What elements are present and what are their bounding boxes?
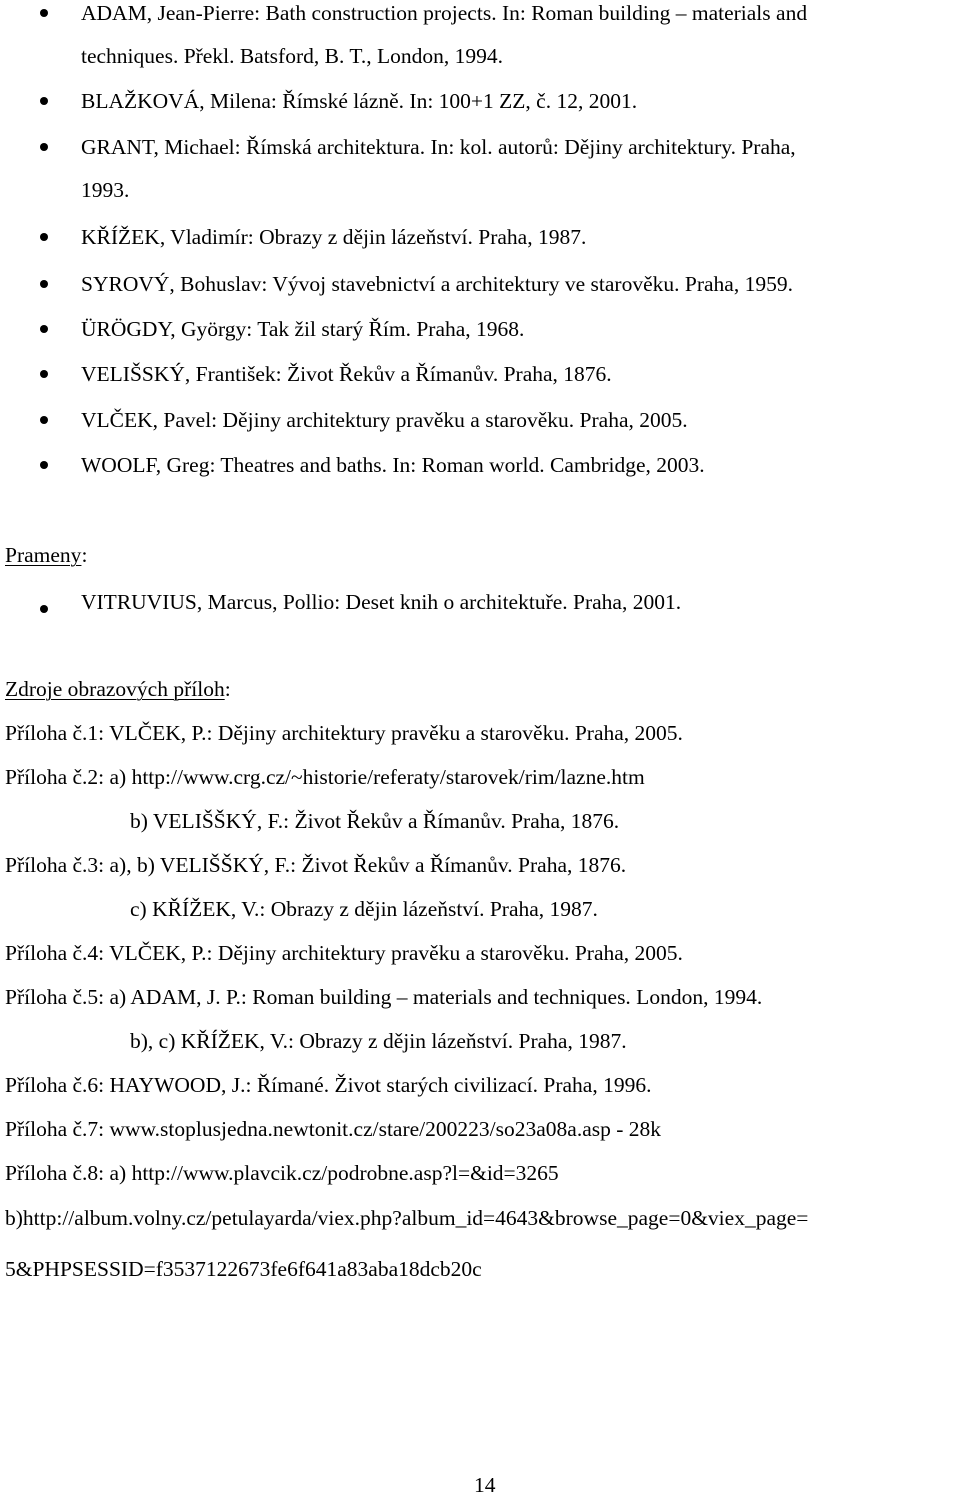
- attachment-line: Příloha č.5: a) ADAM, J. P.: Roman building – materials and techniques. London, 1994.: [5, 985, 763, 1009]
- bullet-icon: [40, 280, 48, 288]
- bullet-icon: [40, 370, 48, 378]
- bullet-icon: [40, 233, 48, 241]
- bibliography-item: SYROVÝ, Bohuslav: Vývoj stavebnictví a architektury ve starověku. Praha, 1959.: [81, 272, 793, 296]
- bibliography-item: ADAM, Jean-Pierre: Bath construction projects. In: Roman building – materials and: [81, 1, 808, 25]
- attachment-line-continuation: b) VELIŠŠKÝ, F.: Život Řekův a Římanův. Praha, 1876.: [130, 809, 620, 833]
- attachment-line-continuation: 5&PHPSESSID=f3537122673fe6f641a83aba18dcb20c: [5, 1257, 482, 1281]
- bibliography-item-continuation: 1993.: [81, 178, 130, 202]
- attachment-line: Příloha č.7: www.stoplusjedna.newtonit.cz/stare/200223/so23a08a.asp - 28k: [5, 1117, 662, 1141]
- bibliography-item: VLČEK, Pavel: Dějiny architektury pravěku a starověku. Praha, 2005.: [81, 408, 688, 432]
- page-number: 14: [474, 1473, 496, 1497]
- attachment-line-continuation: b)http://album.volny.cz/petulayarda/viex.php?album_id=4643&browse_page=0&viex_page=: [5, 1206, 809, 1230]
- bullet-icon: [40, 97, 48, 105]
- bibliography-item: BLAŽKOVÁ, Milena: Římské lázně. In: 100+1 ZZ, č. 12, 2001.: [81, 89, 638, 113]
- sources-heading-colon: :: [81, 543, 88, 567]
- bibliography-item: KŘÍŽEK, Vladimír: Obrazy z dějin lázeňství. Praha, 1987.: [81, 225, 587, 249]
- image-sources-heading: [5, 679, 231, 701]
- bullet-icon: [40, 605, 48, 613]
- image-sources-heading-text: Zdroje obrazových příloh: [5, 677, 225, 701]
- attachment-line-continuation: c) KŘÍŽEK, V.: Obrazy z dějin lázeňství. Praha, 1987.: [130, 897, 598, 921]
- bibliography-item: ÜRÖGDY, György: Tak žil starý Řím. Praha, 1968.: [81, 317, 525, 341]
- attachment-line-continuation: b), c) KŘÍŽEK, V.: Obrazy z dějin lázeňství. Praha, 1987.: [130, 1029, 627, 1053]
- sources-heading: [5, 545, 87, 567]
- bullet-icon: [40, 9, 48, 17]
- bibliography-item: VELIŠSKÝ, František: Život Řekův a Římanův. Praha, 1876.: [81, 362, 612, 386]
- sources-heading-text: Prameny: [5, 543, 82, 567]
- sources-item: VITRUVIUS, Marcus, Pollio: Deset knih o architektuře. Praha, 2001.: [81, 590, 682, 614]
- bibliography-item: GRANT, Michael: Římská architektura. In: kol. autorů: Dějiny architektury. Praha,: [81, 135, 796, 159]
- attachment-line: Příloha č.8: a) http://www.plavcik.cz/podrobne.asp?l=&id=3265: [5, 1161, 559, 1185]
- attachment-line: Příloha č.4: VLČEK, P.: Dějiny architektury pravěku a starověku. Praha, 2005.: [5, 941, 683, 965]
- bibliography-item: WOOLF, Greg: Theatres and baths. In: Roman world. Cambridge, 2003.: [81, 453, 705, 477]
- bullet-icon: [40, 461, 48, 469]
- bibliography-item-continuation: techniques. Překl. Batsford, B. T., London, 1994.: [81, 44, 503, 68]
- bullet-icon: [40, 143, 48, 151]
- attachment-line: Příloha č.2: a) http://www.crg.cz/~historie/referaty/starovek/rim/lazne.htm: [5, 765, 645, 789]
- image-sources-heading-colon: :: [224, 677, 231, 701]
- attachment-line: Příloha č.6: HAYWOOD, J.: Římané. Život starých civilizací. Praha, 1996.: [5, 1073, 652, 1097]
- attachment-line: Příloha č.1: VLČEK, P.: Dějiny architektury pravěku a starověku. Praha, 2005.: [5, 721, 683, 745]
- bullet-icon: [40, 416, 48, 424]
- attachment-line: Příloha č.3: a), b) VELIŠŠKÝ, F.: Život Řekův a Římanův. Praha, 1876.: [5, 853, 627, 877]
- bullet-icon: [40, 325, 48, 333]
